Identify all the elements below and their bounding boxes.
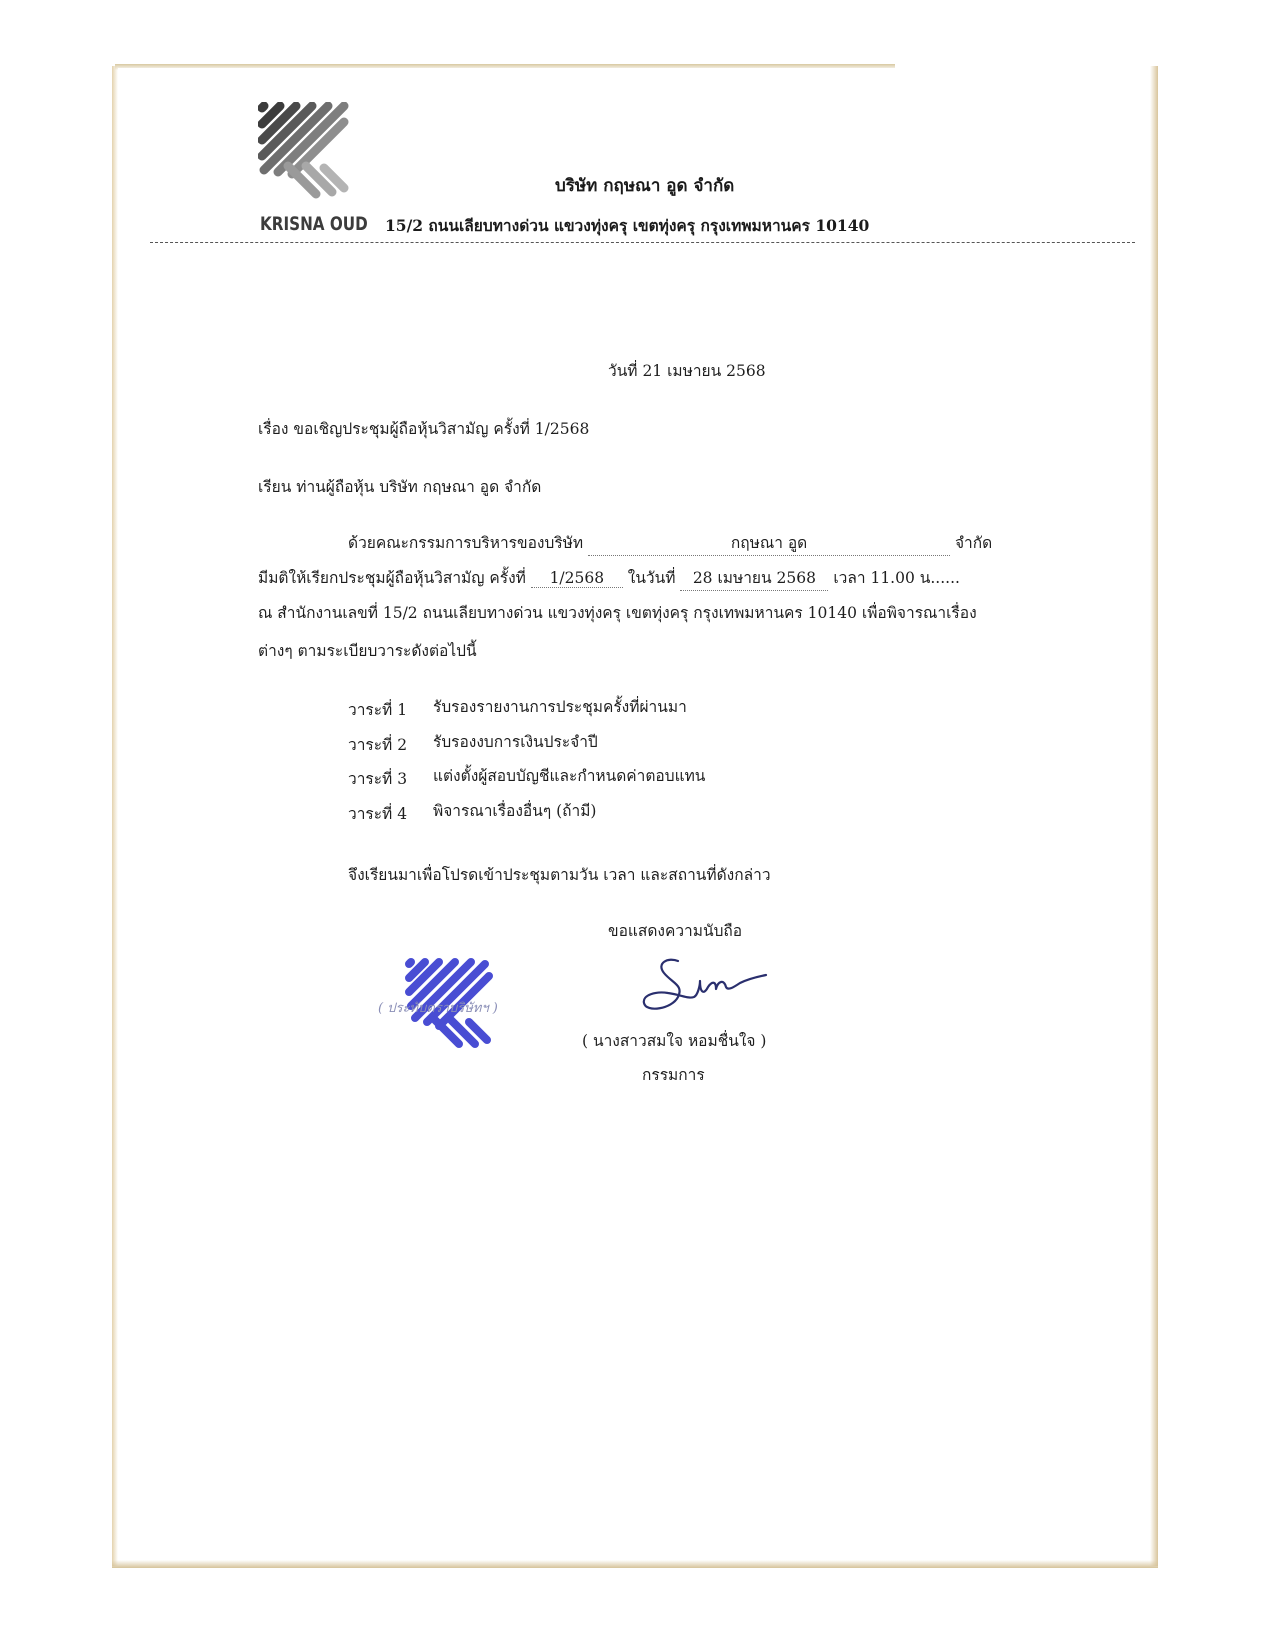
company-logo-icon [258, 102, 350, 200]
letter-subject: เรื่อง ขอเชิญประชุมผู้ถือหุ้นวิสามัญ ครั้งที่ 1/2568 [258, 420, 590, 438]
body-line-4: ต่างๆ ตามระเบียบวาระดังต่อไปนี้ [258, 642, 477, 660]
agenda-text-1: รับรองรายงานการประชุมครั้งที่ผ่านมา [433, 698, 687, 716]
signatory-name: ( นางสาวสมใจ หอมชื่นใจ ) [582, 1032, 767, 1050]
agenda-label-1: วาระที่ 1 [348, 701, 408, 719]
body-line1-prefix: ด้วยคณะกรรมการบริหารของบริษัท [348, 534, 584, 552]
meeting-time: เวลา 11.00 น...... [833, 569, 960, 587]
agenda-label-2: วาระที่ 2 [348, 736, 408, 754]
letter-recipient: เรียน ท่านผู้ถือหุ้น บริษัท กฤษณา อูด จำกัด [258, 478, 542, 496]
regards: ขอแสดงความนับถือ [608, 922, 743, 940]
body-line-1 [348, 530, 992, 556]
meeting-date-fill-in: 28 เมษายน 2568 [680, 565, 828, 591]
body-line-3: ณ สำนักงานเลขที่ 15/2 ถนนเลียบทางด่วน แขวงทุ่งครุ เขตทุ่งครุ กรุงเทพมหานคร 10140 เพื่อพิจารณาเรื่อง [258, 604, 977, 622]
stamp-caption: ( ประทับตราบริษัทฯ ) [378, 1001, 498, 1016]
letter-date: วันที่ 21 เมษายน 2568 [608, 362, 766, 380]
closing-sentence: จึงเรียนมาเพื่อโปรดเข้าประชุมตามวัน เวลา และสถานที่ดังกล่าว [348, 866, 771, 884]
paper-bottom-edge [112, 1560, 1158, 1568]
logo-wordmark: KRISNA OUD [260, 213, 368, 235]
letter-paper [118, 68, 1150, 1560]
agenda-text-2: รับรองงบการเงินประจำปี [433, 733, 598, 751]
meeting-number-fill-in: 1/2568 [531, 569, 623, 588]
paper-right-edge [1150, 66, 1158, 1566]
signatory-title: กรรมการ [642, 1066, 705, 1084]
agenda-label-4: วาระที่ 4 [348, 805, 408, 823]
body-line-2 [258, 565, 960, 591]
agenda-label-3: วาระที่ 3 [348, 770, 408, 788]
company-fill-in: กฤษณา อูด [588, 530, 950, 556]
agenda-text-4: พิจารณาเรื่องอื่นๆ (ถ้ามี) [433, 802, 597, 820]
date-label: ในวันที่ [627, 569, 676, 587]
agenda-text-3: แต่งตั้งผู้สอบบัญชีและกำหนดค่าตอบแทน [433, 767, 706, 785]
company-address: 15/2 ถนนเลียบทางด่วน แขวงทุ่งครุ เขตทุ่งครุ กรุงเทพมหานคร 10140 [385, 216, 870, 235]
body-line2-prefix: มีมติให้เรียกประชุมผู้ถือหุ้นวิสามัญ ครั้งที่ [258, 569, 526, 587]
body-line1-suffix: จำกัด [954, 534, 993, 552]
header-divider [150, 242, 1135, 243]
company-name: บริษัท กฤษณา อูด จำกัด [555, 176, 735, 196]
signature-icon [642, 955, 772, 1017]
